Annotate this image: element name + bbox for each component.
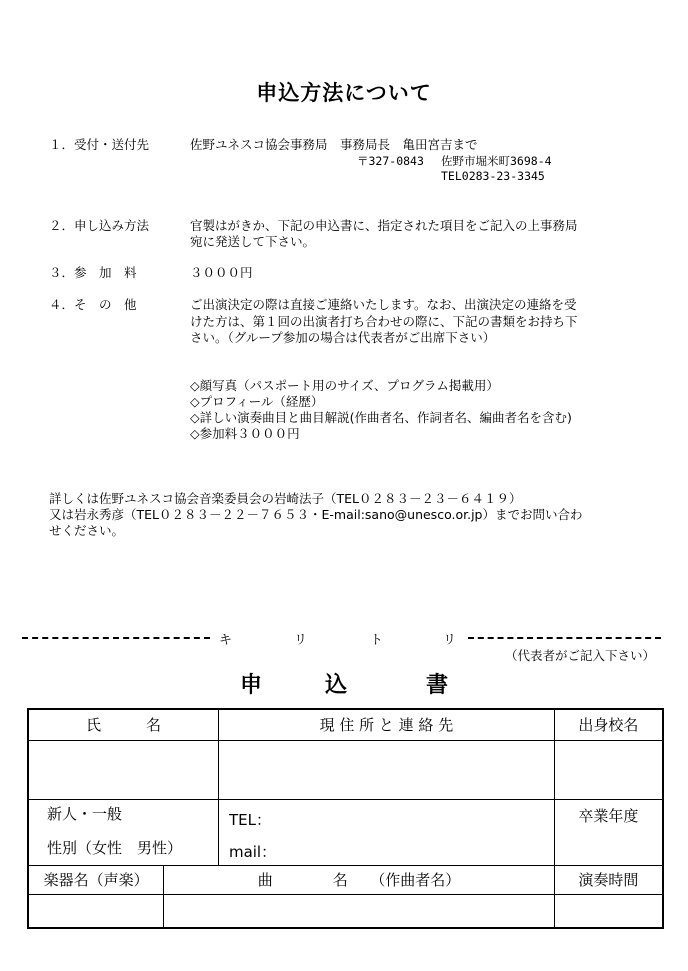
header-name: 氏 名 [28, 709, 218, 740]
grad-year-cell[interactable] [554, 799, 663, 865]
instrument-field[interactable] [28, 894, 164, 928]
cut-label-char: リ [294, 633, 308, 648]
contact-line-1: 詳しくは佐野ユネスコ協会音楽委員会の岩崎法子（TEL０２８３－２３－６４１９） [49, 491, 522, 506]
item-text-other-line3: さい。（グループ参加の場合は代表者がご出席下さい） [190, 330, 496, 345]
document-item: ◇プロフィール（経歴） [190, 394, 324, 409]
header-school: 出身校名 [554, 709, 663, 740]
cut-line-right [468, 637, 661, 639]
item-text-fee: ３０００円 [190, 265, 253, 280]
contact-cell[interactable] [218, 799, 554, 865]
document-item: ◇顔写真（パスポート用のサイズ、プログラム掲載用） [190, 378, 499, 393]
address-street: 佐野市堀米町3698-4 [441, 154, 552, 168]
cut-line-left [22, 637, 210, 639]
item-label-method: ２．申し込み方法 [49, 218, 150, 233]
header-instrument: 楽器名（声楽） [28, 865, 164, 894]
item-label-reception: １．受付・送付先 [49, 137, 150, 152]
time-field[interactable] [554, 894, 663, 928]
cut-label-char: ト [370, 633, 384, 648]
cut-label-char: リ [443, 633, 457, 648]
header-time: 演奏時間 [554, 865, 663, 894]
song-field[interactable] [164, 894, 555, 928]
contact-line-2: 又は岩永秀彦（TEL０２８３－２２－７６５３・E-mail:sano@unesco.or.jp）までお問い合わ [49, 507, 583, 522]
category-label: 新人・一般 [47, 804, 123, 823]
item-text-method-line1: 官製はがきか、下記の申込書に、指定された項目をご記入の上事務局 [190, 218, 578, 233]
form-title-char: 書 [426, 673, 449, 698]
document-item: ◇参加料３０００円 [190, 426, 300, 441]
form-title-char: 申 [240, 673, 263, 698]
tel-label: TEL： [228, 810, 271, 829]
item-text-other-line2: けた方は、第１回の出演者打ち合わせの際に、下記の書類をお持ち下 [190, 314, 578, 329]
form-title-char: 込 [325, 673, 348, 698]
form-note: （代表者がご記入下さい） [505, 648, 656, 663]
item-label-fee: ３．参 加 料 [49, 265, 137, 280]
item-text-method-line2: 宛に発送して下さい。 [190, 234, 316, 249]
item-text-other-line1: ご出演決定の際は直接ご連絡いたします。なお、出演決定の連絡を受 [190, 297, 577, 312]
application-form-table [27, 708, 664, 929]
contact-line-3: せください。 [49, 523, 125, 538]
item-label-other: ４．そ の 他 [49, 297, 137, 312]
school-field[interactable] [554, 740, 663, 799]
mail-label: mail： [228, 842, 277, 861]
address-tel: TEL0283-23-3345 [441, 169, 545, 183]
document-item: ◇詳しい演奏曲目と曲目解説(作曲者名、作詞者名、編曲者名を含む) [190, 410, 572, 425]
page-title: 申込方法について [256, 81, 432, 105]
address-postal: 〒327-0843 [357, 154, 424, 168]
address-field[interactable] [218, 740, 554, 799]
grad-year-label: 卒業年度 [578, 806, 639, 825]
name-field[interactable] [28, 740, 218, 799]
cut-label-char: キ [219, 633, 233, 648]
header-address: 現 住 所 と 連 絡 先 [218, 709, 554, 740]
header-song: 曲 名 （作曲者名） [164, 865, 555, 894]
category-gender-cell[interactable] [28, 799, 218, 865]
item-text-reception: 佐野ユネスコ協会事務局 事務局長 亀田宮吉まで [190, 137, 478, 152]
gender-label: 性別（女性 男性） [47, 838, 183, 857]
